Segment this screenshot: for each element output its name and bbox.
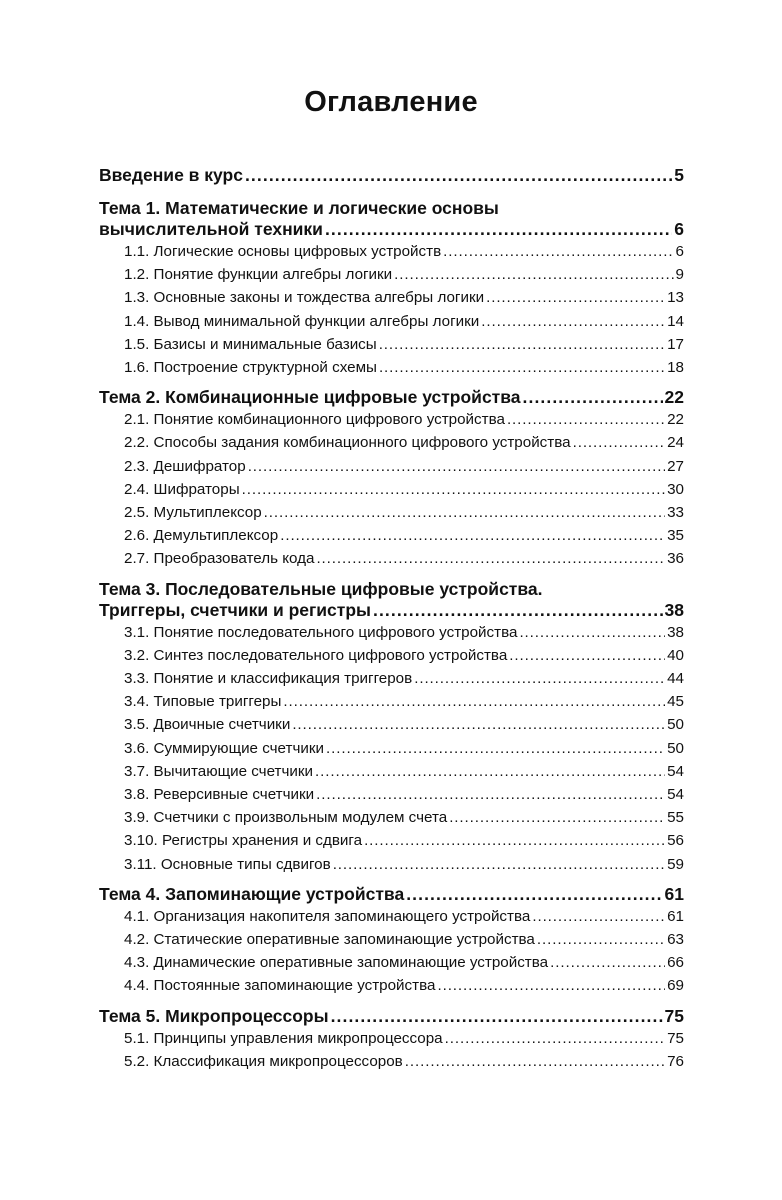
dot-leader (325, 219, 672, 240)
page-number: 55 (667, 809, 684, 827)
page-number: 27 (667, 457, 684, 475)
page-number: 6 (674, 219, 684, 239)
entry-title: 3.10. Регистры хранения и сдвига (124, 832, 363, 850)
dot-leader (550, 951, 665, 974)
page-title: Оглавление (304, 86, 478, 118)
toc-topic-5-entry[interactable] (99, 1006, 684, 1027)
toc-item[interactable] (99, 286, 684, 309)
toc-item[interactable] (99, 667, 684, 690)
toc-item[interactable] (99, 713, 684, 736)
dot-leader (443, 240, 673, 263)
entry-title: 3.4. Типовые триггеры (124, 693, 282, 711)
entry-title: 1.6. Построение структурной схемы (124, 359, 377, 377)
page-number: 33 (667, 504, 684, 522)
dot-leader (405, 1050, 665, 1073)
toc-item[interactable] (99, 263, 684, 286)
page-number: 50 (667, 739, 684, 757)
dot-leader (316, 783, 665, 806)
page-number: 63 (667, 931, 684, 949)
page-number: 30 (667, 480, 684, 498)
toc-item[interactable] (99, 1027, 684, 1050)
dot-leader (245, 165, 672, 186)
dot-leader (406, 884, 662, 905)
toc-topic-3-entry[interactable] (99, 600, 684, 621)
entry-title: 1.2. Понятие функции алгебры логики (124, 266, 393, 284)
entry-title: 5.1. Принципы управления микропроцессора (124, 1029, 443, 1047)
entry-title: 2.2. Способы задания комбинационного цифрового устройства (124, 434, 571, 452)
dot-leader (449, 806, 665, 829)
dot-leader (507, 408, 665, 431)
toc-item[interactable] (99, 928, 684, 951)
page-number: 5 (674, 165, 684, 185)
entry-title: Тема 4. Запоминающие устройства (99, 883, 405, 904)
dot-leader (573, 431, 666, 454)
entry-title: Триггеры, счетчики и регистры (99, 599, 371, 620)
toc-item[interactable] (99, 690, 684, 713)
entry-title: 3.5. Двоичные счетчики (124, 716, 291, 734)
entry-title: 2.7. Преобразователь кода (124, 550, 315, 568)
toc-topic-1-entry[interactable] (99, 219, 684, 240)
toc-item[interactable] (99, 240, 684, 263)
entry-title: 3.9. Счетчики с произвольным модулем счета (124, 809, 448, 827)
entry-title: 3.3. Понятие и классификация триггеров (124, 670, 413, 688)
page-number: 61 (664, 883, 684, 904)
entry-title: 4.4. Постоянные запоминающие устройства (124, 977, 436, 995)
dot-leader (519, 621, 665, 644)
entry-title: 2.5. Мультиплексор (124, 504, 262, 522)
page-number: 22 (667, 411, 684, 429)
entry-title: 2.6. Демультиплексор (124, 527, 279, 545)
dot-leader (316, 547, 665, 570)
page-number: 24 (667, 434, 684, 452)
page-number: 18 (667, 359, 684, 377)
toc-intro-entry[interactable] (99, 165, 684, 186)
page-number: 17 (667, 335, 684, 353)
dot-leader (379, 356, 665, 379)
toc-topic-3-title-line1: Тема 3. Последовательные цифровые устройства. (99, 578, 543, 599)
toc-item[interactable] (99, 853, 684, 876)
dot-leader (481, 310, 665, 333)
toc-topic-1-title-line1: Тема 1. Математические и логические основы (99, 198, 499, 218)
dot-leader (537, 928, 665, 951)
page-number: 59 (667, 855, 684, 873)
dot-leader (445, 1027, 665, 1050)
dot-leader (379, 333, 665, 356)
entry-title: 4.3. Динамические оперативные запоминающие устройства (124, 954, 549, 972)
page-number: 56 (667, 832, 684, 850)
entry-title: 3.8. Реверсивные счетчики (124, 786, 315, 804)
toc-item[interactable] (99, 333, 684, 356)
page-number: 38 (667, 623, 684, 641)
page-number: 69 (667, 977, 684, 995)
dot-leader (331, 1006, 663, 1027)
toc-item[interactable] (99, 644, 684, 667)
entry-title: 4.2. Статические оперативные запоминающие устройства (124, 931, 535, 949)
entry-title: 3.7. Вычитающие счетчики (124, 762, 314, 780)
entry-title: 2.4. Шифраторы (124, 480, 240, 498)
entry-title: Тема 5. Микропроцессоры (99, 1005, 329, 1026)
dot-leader (326, 737, 665, 760)
entry-title: Тема 2. Комбинационные цифровые устройства (99, 387, 521, 408)
page-number: 22 (664, 387, 684, 408)
toc-item[interactable] (99, 905, 684, 928)
entry-title: 1.5. Базисы и минимальные базисы (124, 335, 377, 353)
toc-topic-4-entry[interactable] (99, 884, 684, 905)
page-number: 40 (667, 646, 684, 664)
dot-leader (486, 286, 665, 309)
dot-leader (315, 760, 665, 783)
entry-title: 5.2. Классификация микропроцессоров (124, 1052, 403, 1070)
table-of-contents (99, 162, 684, 1073)
toc-item[interactable] (99, 951, 684, 974)
toc-item[interactable] (99, 455, 684, 478)
page-number: 75 (664, 1005, 684, 1026)
toc-item[interactable] (99, 431, 684, 454)
toc-topic-2-entry[interactable] (99, 387, 684, 408)
page-number: 13 (667, 289, 684, 307)
toc-item[interactable] (99, 974, 684, 997)
toc-item[interactable] (99, 356, 684, 379)
page-number: 76 (667, 1052, 684, 1070)
page-number: 14 (667, 312, 684, 330)
toc-item[interactable] (99, 547, 684, 570)
dot-leader (280, 524, 665, 547)
dot-leader (509, 644, 665, 667)
entry-title: Введение в курс (99, 165, 243, 185)
entry-title: вычислительной техники (99, 219, 323, 239)
dot-leader (373, 600, 663, 621)
entry-title: 3.6. Суммирующие счетчики (124, 739, 324, 757)
dot-leader (523, 387, 663, 408)
page-number: 54 (667, 762, 684, 780)
toc-item[interactable] (99, 829, 684, 852)
page-number: 6 (675, 243, 684, 260)
toc-item[interactable] (99, 501, 684, 524)
toc-item[interactable] (99, 408, 684, 431)
page-number: 66 (667, 954, 684, 972)
entry-title: 3.1. Понятие последовательного цифрового устройства (124, 623, 518, 641)
dot-leader (437, 974, 665, 997)
toc-item[interactable] (99, 310, 684, 333)
dot-leader (264, 501, 665, 524)
toc-item[interactable] (99, 478, 684, 501)
toc-item[interactable] (99, 806, 684, 829)
dot-leader (414, 667, 665, 690)
toc-item[interactable] (99, 621, 684, 644)
page-number: 45 (667, 693, 684, 711)
page-number: 61 (667, 907, 684, 925)
toc-item[interactable] (99, 760, 684, 783)
dot-leader (292, 713, 665, 736)
page-number: 75 (667, 1029, 684, 1047)
page-number: 54 (667, 786, 684, 804)
dot-leader (283, 690, 665, 713)
page-number: 35 (667, 527, 684, 545)
entry-title: 2.3. Дешифратор (124, 457, 246, 475)
toc-item[interactable] (99, 737, 684, 760)
page-number: 9 (675, 266, 684, 284)
entry-title: 4.1. Организация накопителя запоминающего устройства (124, 907, 531, 925)
page-number: 50 (667, 716, 684, 734)
entry-title: 1.3. Основные законы и тождества алгебры логики (124, 289, 485, 307)
dot-leader (248, 455, 665, 478)
entry-title: 3.2. Синтез последовательного цифрового устройства (124, 646, 508, 664)
entry-title: 1.1. Логические основы цифровых устройств (124, 243, 442, 260)
page-number: 36 (667, 550, 684, 568)
dot-leader (364, 829, 665, 852)
dot-leader (394, 263, 673, 286)
toc-item[interactable] (99, 524, 684, 547)
dot-leader (532, 905, 665, 928)
dot-leader (242, 478, 665, 501)
dot-leader (333, 853, 665, 876)
entry-title: 3.11. Основные типы сдвигов (124, 855, 331, 873)
entry-title: 1.4. Вывод минимальной функции алгебры логики (124, 312, 480, 330)
page-number: 38 (664, 599, 684, 620)
page-number: 44 (667, 670, 684, 688)
toc-item[interactable] (99, 1050, 684, 1073)
entry-title: 2.1. Понятие комбинационного цифрового устройства (124, 411, 505, 429)
toc-item[interactable] (99, 783, 684, 806)
